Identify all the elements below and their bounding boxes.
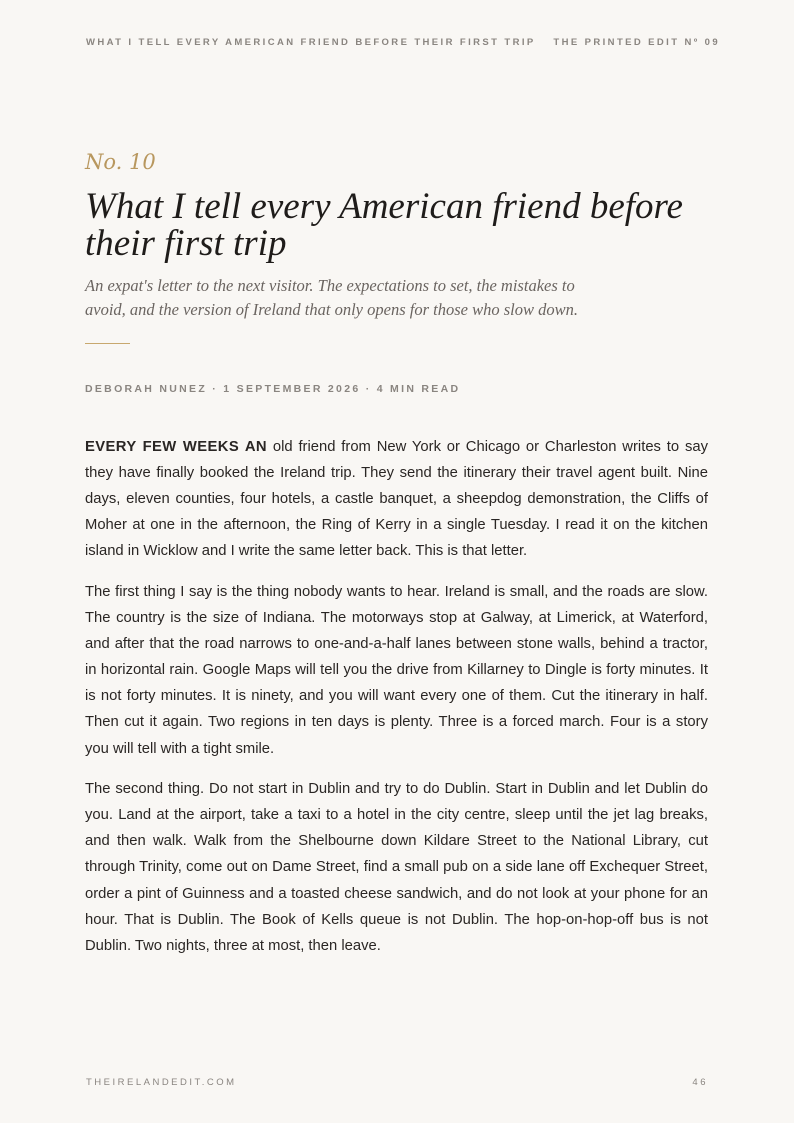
body-paragraph-1 [85,434,708,564]
publication-name: THE PRINTED EDIT Nº 09 [553,37,720,48]
running-header [86,37,720,51]
lead-in: EVERY FEW WEEKS AN [85,439,268,455]
body-paragraph-2: The first thing I say is the thing nobody wants to hear. Ireland is small, and the roads are slow. The country is the size of Indiana. The motorways stop at Galway, at Limerick, at Waterford, and after that the road narrows to one-and-a-half lanes between stone walls, behind a tractor, in horizontal rain. Google Maps will tell you the drive from Killarney to Dingle is forty minutes. It is not forty minutes. It is ninety, and you will want every one of them. Cut the itinerary in half. Then cut it again. Two regions in ten days is plenty. Three is a forced march. Four is a story you will tell with a tight smile. [85,583,708,757]
footer-site: THEIRELANDEDIT.COM [86,1077,237,1088]
article-body [85,434,708,973]
article-byline: DEBORAH NUNEZ · 1 SEPTEMBER 2026 · 4 MIN READ [85,383,461,395]
article-dek: An expat's letter to the next visitor. The expectations to set, the mistakes to avoid, and the version of Ireland that only opens for those who slow down. [85,276,578,319]
running-title: WHAT I TELL EVERY AMERICAN FRIEND BEFORE THEIR FIRST TRIP [86,37,536,48]
article-title: What I tell every American friend before their first trip [85,186,683,264]
body-paragraph-3: The second thing. Do not start in Dublin and try to do Dublin. Start in Dublin and let Dublin do you. Land at the airport, take a taxi to a hotel in the city centre, sleep until the jet lag breaks, and then walk. Walk from the Shelbourne down Kildare Street to the National Library, cut through Trinity, come out on Dame Street, find a small pub on a side lane off Exchequer Street, order a pint of Guinness and a toasted cheese sandwich, and do not look at your phone for an hour. That is Dublin. The Book of Kells queue is not Dublin. The hop-on-hop-off bus is not Dublin. Two nights, three at most, then leave. [85,781,708,954]
paragraph-1-text: old friend from New York or Chicago or Charleston writes to say they have finally booked the Ireland trip. They send the itinerary their travel agent built. Nine days, eleven counties, four hotels, a castle banquet, a sheepdog demonstration, the Cliffs of Moher at one in the afternoon, the Ring of Kerry in a single Tuesday. I read it on the kitchen island in Wicklow and I write the same letter back. This is that letter. [85,439,708,560]
article-number: No. 10 [85,150,156,174]
page-footer [86,1077,708,1091]
accent-divider [85,343,130,344]
page-number: 46 [692,1077,708,1088]
